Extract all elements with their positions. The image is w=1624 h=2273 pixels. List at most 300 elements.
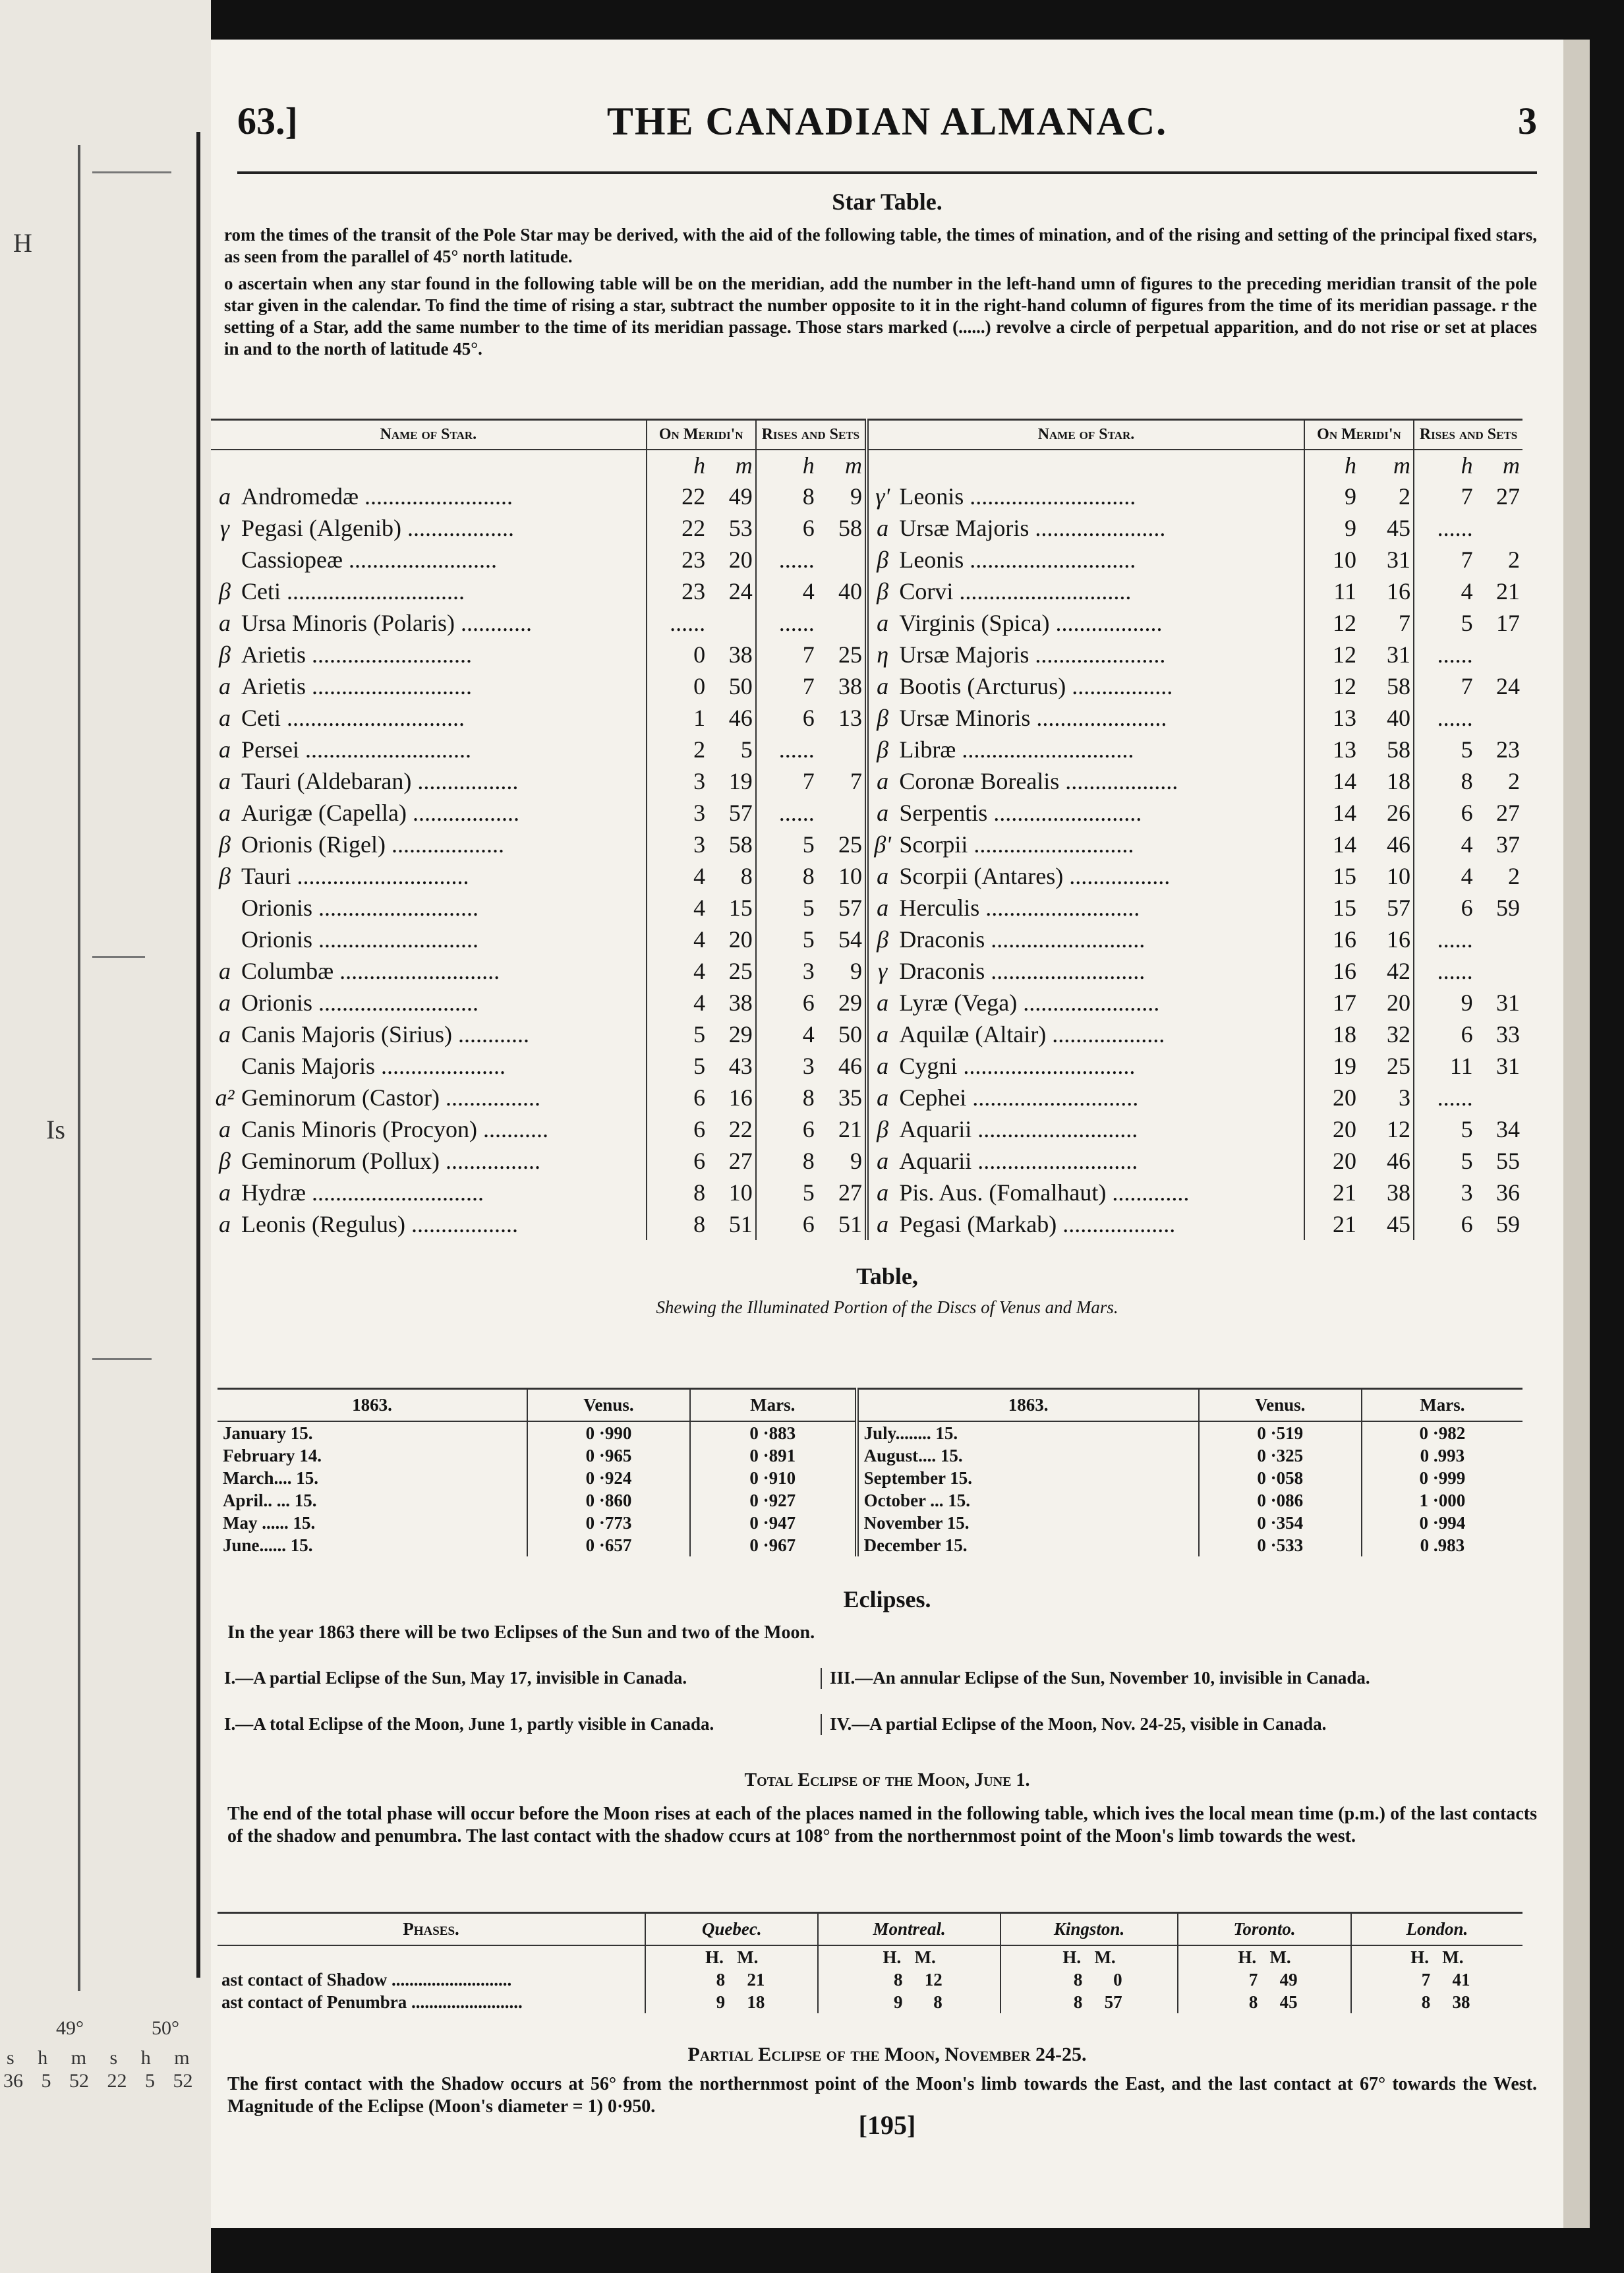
meridian-minutes: 50 bbox=[728, 673, 753, 699]
map-scale-row: 36 5 52 22 5 52 bbox=[3, 2070, 193, 2092]
rises-minutes: 25 bbox=[838, 831, 862, 858]
star-name: Geminorum (Castor) ................ bbox=[241, 1084, 540, 1111]
rises-hours: 6 bbox=[1414, 1018, 1476, 1050]
greek-letter: a bbox=[867, 670, 896, 702]
meridian-minutes: 10 bbox=[728, 1179, 753, 1206]
rises-minutes: 37 bbox=[1496, 831, 1520, 858]
meridian-hours: 15 bbox=[1304, 860, 1359, 892]
rises-minutes: 31 bbox=[1496, 989, 1520, 1016]
star-name: Aurigæ (Capella) .................. bbox=[241, 800, 519, 826]
rises-minutes: 13 bbox=[838, 705, 862, 731]
greek-letter: a bbox=[219, 610, 231, 636]
meridian-minutes: 49 bbox=[728, 483, 753, 510]
meridian-hours: 4 bbox=[647, 892, 708, 924]
rises-minutes: 50 bbox=[838, 1021, 862, 1048]
star-name: Ursæ Majoris ...................... bbox=[899, 515, 1166, 541]
star-row bbox=[211, 924, 1522, 955]
star-row bbox=[211, 987, 1522, 1018]
col-header-venus: Venus. bbox=[527, 1389, 690, 1422]
meridian-hours: ...... bbox=[647, 607, 708, 639]
rises-minutes: 57 bbox=[838, 895, 862, 921]
mars-value: 0 ·927 bbox=[690, 1489, 857, 1512]
rises-minutes bbox=[1476, 639, 1522, 670]
meridian-hours: 4 bbox=[647, 924, 708, 955]
map-line bbox=[92, 1358, 152, 1360]
mars-value: 0 ·994 bbox=[1362, 1512, 1522, 1534]
time-hours: 8 bbox=[894, 1969, 903, 1990]
meridian-hours: 14 bbox=[1304, 829, 1359, 860]
meridian-minutes: 58 bbox=[1387, 736, 1411, 763]
mars-value: 0 .983 bbox=[1362, 1534, 1522, 1556]
greek-letter: a bbox=[867, 860, 896, 892]
rises-minutes: 51 bbox=[838, 1211, 862, 1237]
col-header-name: Name of Star. bbox=[211, 420, 647, 450]
col-header-year: 1863. bbox=[857, 1389, 1199, 1422]
greek-letter: a bbox=[219, 705, 231, 731]
star-table-intro bbox=[224, 224, 1537, 365]
meridian-minutes: 8 bbox=[740, 863, 753, 889]
rises-hours: 8 bbox=[756, 1145, 817, 1177]
meridian-hours: 4 bbox=[647, 955, 708, 987]
unit-label: m bbox=[735, 452, 753, 479]
col-header-meridian: On Meridi'n bbox=[647, 420, 756, 450]
rises-hours: 5 bbox=[756, 924, 817, 955]
eclipse-item: I.—A partial Eclipse of the Sun, May 17, invisible in Canada. bbox=[224, 1668, 687, 1688]
rises-hours: 7 bbox=[1414, 544, 1476, 576]
star-row bbox=[211, 481, 1522, 512]
mars-value: 0 ·910 bbox=[690, 1467, 857, 1489]
greek-letter: a bbox=[219, 958, 231, 984]
greek-letter: a bbox=[867, 765, 896, 797]
greek-letter: a bbox=[867, 1082, 896, 1113]
rises-minutes: 27 bbox=[1496, 800, 1520, 826]
rises-minutes: 24 bbox=[1496, 673, 1520, 699]
rises-hours: 7 bbox=[756, 639, 817, 670]
unit-label: H. bbox=[1062, 1947, 1082, 1967]
rises-hours: 6 bbox=[1414, 892, 1476, 924]
meridian-hours: 20 bbox=[1304, 1113, 1359, 1145]
time-minutes: 18 bbox=[747, 1992, 765, 2012]
rises-minutes: 34 bbox=[1496, 1116, 1520, 1142]
greek-letter: a bbox=[219, 1021, 231, 1048]
adjacent-page-fragment bbox=[0, 0, 211, 2273]
venus-mars-row bbox=[218, 1467, 1522, 1489]
rises-minutes bbox=[817, 607, 867, 639]
star-row bbox=[211, 639, 1522, 670]
meridian-minutes: 53 bbox=[728, 515, 753, 541]
total-eclipse-text: The end of the total phase will occur before the Moon rises at each of the places named in the following table, which ives the local mean time (p.m.) of the last contacts of the shadow and penumbra. The last contact with the shadow ccurs at 108° from the northernmost point of the Moon's limb towards the west. bbox=[227, 1804, 1537, 1846]
star-name: Canis Majoris ..................... bbox=[241, 1053, 506, 1079]
star-name: Arietis ........................... bbox=[241, 641, 473, 668]
meridian-minutes: 38 bbox=[728, 989, 753, 1016]
rises-minutes: 29 bbox=[838, 989, 862, 1016]
venus-mars-row bbox=[218, 1534, 1522, 1556]
map-fragment-text: Is bbox=[46, 1115, 65, 1144]
col-header-name: Name of Star. bbox=[867, 420, 1304, 450]
mars-value: 0 ·891 bbox=[690, 1444, 857, 1467]
meridian-hours: 0 bbox=[647, 639, 708, 670]
total-eclipse-title: Total Eclipse of the Moon, June 1. bbox=[744, 1770, 1030, 1790]
time-hours: 9 bbox=[716, 1992, 726, 2012]
star-name: Herculis .......................... bbox=[899, 895, 1140, 921]
meridian-hours: 12 bbox=[1304, 670, 1359, 702]
rises-hours: 8 bbox=[756, 860, 817, 892]
meridian-minutes: 57 bbox=[728, 800, 753, 826]
greek-letter: a bbox=[867, 987, 896, 1018]
rises-hours: 6 bbox=[1414, 797, 1476, 829]
date-cell: April.. ... 15. bbox=[223, 1490, 317, 1510]
unit-label: h bbox=[1304, 450, 1359, 481]
greek-letter: a bbox=[867, 1145, 896, 1177]
rises-hours: 5 bbox=[1414, 1113, 1476, 1145]
star-name: Andromedæ ......................... bbox=[241, 483, 513, 510]
rises-hours: 6 bbox=[756, 987, 817, 1018]
rises-hours: ...... bbox=[1414, 639, 1476, 670]
eclipse-item: IV.—A partial Eclipse of the Moon, Nov. 24-25, visible in Canada. bbox=[821, 1714, 1528, 1735]
star-name: Columbæ ........................... bbox=[241, 958, 500, 984]
meridian-minutes: 29 bbox=[728, 1021, 753, 1048]
meridian-hours: 20 bbox=[1304, 1145, 1359, 1177]
meridian-minutes: 38 bbox=[1387, 1179, 1411, 1206]
time-minutes: 57 bbox=[1104, 1992, 1122, 2012]
unit-label bbox=[1000, 1945, 1178, 1968]
rises-hours: ...... bbox=[756, 734, 817, 765]
phase-row bbox=[218, 1968, 1522, 1991]
rises-minutes: 9 bbox=[850, 483, 862, 510]
date-cell: August.... 15. bbox=[857, 1444, 1199, 1467]
eclipse-item: I.—A total Eclipse of the Moon, June 1, partly visible in Canada. bbox=[224, 1714, 714, 1734]
date-cell: January 15. bbox=[223, 1423, 313, 1443]
rises-hours: 7 bbox=[1414, 481, 1476, 512]
meridian-hours: 3 bbox=[647, 765, 708, 797]
greek-letter: a bbox=[219, 1116, 231, 1142]
mars-value: 1 ·000 bbox=[1362, 1489, 1522, 1512]
unit-label: h bbox=[1414, 450, 1476, 481]
date-cell: March.... 15. bbox=[223, 1467, 318, 1488]
greek-letter: a bbox=[219, 1211, 231, 1237]
meridian-minutes: 27 bbox=[728, 1148, 753, 1174]
star-row bbox=[211, 1082, 1522, 1113]
time-minutes: 49 bbox=[1279, 1969, 1298, 1990]
map-scale-label: 50° bbox=[152, 2017, 179, 2039]
meridian-minutes: 42 bbox=[1387, 958, 1411, 984]
rises-hours: ...... bbox=[756, 607, 817, 639]
meridian-minutes: 46 bbox=[728, 705, 753, 731]
greek-letter: β bbox=[219, 641, 231, 668]
greek-letter: a bbox=[867, 607, 896, 639]
rises-hours: 3 bbox=[756, 955, 817, 987]
meridian-hours: 3 bbox=[647, 797, 708, 829]
date-cell: June...... 15. bbox=[223, 1535, 313, 1555]
venus-value: 0 ·924 bbox=[527, 1467, 690, 1489]
fold-line bbox=[196, 132, 200, 1978]
meridian-minutes bbox=[708, 607, 756, 639]
blank-cell bbox=[218, 1945, 645, 1968]
rises-minutes: 38 bbox=[838, 673, 862, 699]
star-row bbox=[211, 1177, 1522, 1208]
star-row bbox=[211, 607, 1522, 639]
meridian-minutes: 58 bbox=[728, 831, 753, 858]
rises-minutes: 35 bbox=[838, 1084, 862, 1111]
star-row bbox=[211, 702, 1522, 734]
star-name: Canis Majoris (Sirius) ............ bbox=[241, 1021, 530, 1048]
venus-value: 0 ·519 bbox=[1199, 1421, 1362, 1444]
star-name: Canis Minoris (Procyon) ........... bbox=[241, 1116, 549, 1142]
venus-mars-row bbox=[218, 1421, 1522, 1444]
map-fragment-text: H bbox=[13, 228, 32, 258]
greek-letter: a bbox=[867, 892, 896, 924]
venus-value: 0 ·860 bbox=[527, 1489, 690, 1512]
eclipses-intro: In the year 1863 there will be two Eclipses of the Sun and two of the Moon. bbox=[227, 1622, 815, 1643]
star-name: Scorpii ........................... bbox=[899, 831, 1134, 858]
date-cell: September 15. bbox=[857, 1467, 1199, 1489]
rises-minutes bbox=[1476, 512, 1522, 544]
star-name: Ursæ Majoris ...................... bbox=[899, 641, 1166, 668]
rises-minutes: 46 bbox=[838, 1053, 862, 1079]
date-cell: October ... 15. bbox=[857, 1489, 1199, 1512]
star-row bbox=[211, 734, 1522, 765]
venus-value: 0 ·086 bbox=[1199, 1489, 1362, 1512]
star-row bbox=[211, 1113, 1522, 1145]
folio-number: [195] bbox=[858, 2110, 916, 2140]
venus-value: 0 ·325 bbox=[1199, 1444, 1362, 1467]
star-row bbox=[211, 860, 1522, 892]
meridian-hours: 16 bbox=[1304, 955, 1359, 987]
unit-label: M. bbox=[1442, 1947, 1464, 1967]
rises-minutes bbox=[817, 734, 867, 765]
greek-letter: a bbox=[219, 800, 231, 826]
unit-label: M. bbox=[737, 1947, 759, 1967]
meridian-minutes: 31 bbox=[1387, 641, 1411, 668]
time-cell bbox=[645, 1991, 818, 2013]
time-hours: 8 bbox=[1073, 1992, 1083, 2012]
rises-hours: 7 bbox=[756, 765, 817, 797]
greek-letter: β' bbox=[867, 829, 896, 860]
venus-mars-title: Table, bbox=[856, 1263, 918, 1289]
meridian-hours: 15 bbox=[1304, 892, 1359, 924]
star-name: Ursa Minoris (Polaris) ............ bbox=[241, 610, 533, 636]
rises-hours: 7 bbox=[756, 670, 817, 702]
time-hours: 8 bbox=[1248, 1992, 1258, 2012]
meridian-hours: 9 bbox=[1304, 512, 1359, 544]
time-hours: 8 bbox=[716, 1969, 726, 1990]
col-header-mars: Mars. bbox=[690, 1389, 857, 1422]
greek-letter bbox=[211, 544, 239, 576]
unit-label: h bbox=[756, 450, 817, 481]
time-cell bbox=[1178, 1991, 1350, 2013]
rises-minutes: 7 bbox=[850, 768, 862, 794]
rises-hours: 4 bbox=[756, 576, 817, 607]
meridian-minutes: 43 bbox=[728, 1053, 753, 1079]
star-name: Persei ............................ bbox=[241, 736, 472, 763]
star-row bbox=[211, 576, 1522, 607]
star-row bbox=[211, 1145, 1522, 1177]
meridian-minutes: 38 bbox=[728, 641, 753, 668]
greek-letter bbox=[211, 1050, 239, 1082]
page-title: THE CANADIAN ALMANAC. bbox=[606, 100, 1168, 143]
page-edge bbox=[1563, 40, 1590, 2228]
greek-letter: β bbox=[219, 578, 231, 605]
rises-minutes: 36 bbox=[1496, 1179, 1520, 1206]
meridian-hours: 13 bbox=[1304, 734, 1359, 765]
meridian-minutes: 7 bbox=[1399, 610, 1411, 636]
rises-hours: 5 bbox=[1414, 1145, 1476, 1177]
unit-label: H. bbox=[1238, 1947, 1257, 1967]
meridian-hours: 17 bbox=[1304, 987, 1359, 1018]
page-number-right: 3 bbox=[1518, 100, 1537, 142]
meridian-hours: 20 bbox=[1304, 1082, 1359, 1113]
time-cell bbox=[645, 1968, 818, 1991]
rises-minutes: 54 bbox=[838, 926, 862, 953]
venus-value: 0 ·657 bbox=[527, 1534, 690, 1556]
unit-label: m bbox=[1503, 452, 1520, 479]
greek-letter: η bbox=[867, 639, 896, 670]
rises-minutes bbox=[1476, 924, 1522, 955]
greek-letter: a² bbox=[215, 1084, 235, 1111]
eclipse-item: III.—An annular Eclipse of the Sun, November 10, invisible in Canada. bbox=[821, 1668, 1528, 1689]
meridian-hours: 19 bbox=[1304, 1050, 1359, 1082]
phase-label: ast contact of Penumbra ......................... bbox=[221, 1992, 523, 2012]
time-cell bbox=[1351, 1968, 1522, 1991]
unit-label: H. bbox=[883, 1947, 902, 1967]
meridian-hours: 5 bbox=[647, 1018, 708, 1050]
meridian-hours: 12 bbox=[1304, 607, 1359, 639]
meridian-hours: 2 bbox=[647, 734, 708, 765]
star-row bbox=[211, 955, 1522, 987]
time-minutes: 21 bbox=[747, 1969, 765, 1990]
col-header-city: Toronto. bbox=[1178, 1913, 1350, 1946]
greek-letter bbox=[211, 892, 239, 924]
rises-minutes: 17 bbox=[1496, 610, 1520, 636]
greek-letter: a bbox=[219, 736, 231, 763]
rises-hours: 6 bbox=[756, 1208, 817, 1240]
unit-label: m bbox=[844, 452, 862, 479]
rises-hours: ...... bbox=[756, 797, 817, 829]
meridian-minutes: 45 bbox=[1387, 515, 1411, 541]
rises-minutes bbox=[1476, 955, 1522, 987]
unit-label: m bbox=[1393, 452, 1411, 479]
meridian-minutes: 57 bbox=[1387, 895, 1411, 921]
rises-hours: 5 bbox=[756, 1177, 817, 1208]
mars-value: 0 ·967 bbox=[690, 1534, 857, 1556]
star-name: Ceti .............................. bbox=[241, 705, 465, 731]
col-header-city: Kingston. bbox=[1000, 1913, 1178, 1946]
units-row bbox=[211, 450, 1522, 481]
map-scale-label: 49° bbox=[56, 2017, 84, 2039]
rises-hours: ...... bbox=[1414, 955, 1476, 987]
meridian-hours: 8 bbox=[647, 1177, 708, 1208]
meridian-minutes: 46 bbox=[1387, 831, 1411, 858]
rises-hours: 6 bbox=[756, 702, 817, 734]
star-name: Orionis ........................... bbox=[241, 989, 479, 1016]
time-cell bbox=[1000, 1991, 1178, 2013]
unit-label: H. bbox=[1410, 1947, 1430, 1967]
partial-eclipse-title: Partial Eclipse of the Moon, November 24-25. bbox=[687, 2044, 1087, 2065]
rises-minutes: 21 bbox=[838, 1116, 862, 1142]
star-name: Tauri (Aldebaran) ................. bbox=[241, 768, 519, 794]
greek-letter: γ bbox=[219, 515, 230, 541]
meridian-hours: 14 bbox=[1304, 797, 1359, 829]
map-line bbox=[92, 956, 145, 958]
star-name: Draconis .......................... bbox=[899, 926, 1146, 953]
greek-letter: β bbox=[867, 924, 896, 955]
rises-minutes: 33 bbox=[1496, 1021, 1520, 1048]
rises-hours: 6 bbox=[756, 1113, 817, 1145]
time-minutes: 8 bbox=[933, 1992, 942, 2012]
rises-hours: 5 bbox=[1414, 734, 1476, 765]
meridian-hours: 16 bbox=[1304, 924, 1359, 955]
rises-hours: 5 bbox=[756, 892, 817, 924]
rises-hours: 8 bbox=[756, 481, 817, 512]
star-name: Orionis (Rigel) ................... bbox=[241, 831, 505, 858]
meridian-minutes: 20 bbox=[1387, 989, 1411, 1016]
star-row bbox=[211, 1208, 1522, 1240]
partial-eclipse-text: The first contact with the Shadow occurs at 56° from the northernmost point of the Moon's limb towards the East, and the last contact at 67° towards the West. Magnitude of the Eclipse (Moon's diameter = 1) 0·950. bbox=[227, 2074, 1537, 2117]
time-hours: 7 bbox=[1248, 1969, 1258, 1990]
rises-minutes: 9 bbox=[850, 1148, 862, 1174]
rises-minutes: 31 bbox=[1496, 1053, 1520, 1079]
col-header-meridian: On Meridi'n bbox=[1304, 420, 1414, 450]
venus-value: 0 ·058 bbox=[1199, 1467, 1362, 1489]
meridian-hours: 8 bbox=[647, 1208, 708, 1240]
star-name: Bootis (Arcturus) ................. bbox=[899, 673, 1173, 699]
meridian-minutes: 10 bbox=[1387, 863, 1411, 889]
meridian-hours: 6 bbox=[647, 1145, 708, 1177]
meridian-minutes: 20 bbox=[728, 546, 753, 573]
greek-letter: a bbox=[219, 989, 231, 1016]
meridian-minutes: 12 bbox=[1387, 1116, 1411, 1142]
rises-hours: 4 bbox=[1414, 576, 1476, 607]
star-row bbox=[211, 892, 1522, 924]
rises-minutes: 27 bbox=[1496, 483, 1520, 510]
mars-value: 0 ·999 bbox=[1362, 1467, 1522, 1489]
unit-label: M. bbox=[914, 1947, 936, 1967]
rises-minutes: 25 bbox=[838, 641, 862, 668]
phase-row bbox=[218, 1991, 1522, 2013]
meridian-hours: 3 bbox=[647, 829, 708, 860]
time-minutes: 41 bbox=[1452, 1969, 1470, 1990]
rises-minutes: 21 bbox=[1496, 578, 1520, 605]
rises-hours: ...... bbox=[1414, 512, 1476, 544]
time-hours: 9 bbox=[894, 1992, 903, 2012]
meridian-minutes: 16 bbox=[1387, 926, 1411, 953]
date-cell: December 15. bbox=[857, 1534, 1199, 1556]
rises-minutes: 2 bbox=[1508, 768, 1520, 794]
meridian-minutes: 46 bbox=[1387, 1148, 1411, 1174]
star-name: Arietis ........................... bbox=[241, 673, 473, 699]
star-name: Ceti .............................. bbox=[241, 578, 465, 605]
rises-hours: 8 bbox=[756, 1082, 817, 1113]
rises-minutes: 40 bbox=[838, 578, 862, 605]
rises-hours: ...... bbox=[1414, 1082, 1476, 1113]
star-name: Cephei ............................ bbox=[899, 1084, 1139, 1111]
greek-letter: a bbox=[867, 1050, 896, 1082]
mars-value: 0 .993 bbox=[1362, 1444, 1522, 1467]
star-name: Leonis (Regulus) .................. bbox=[241, 1211, 519, 1237]
page-number-left: 63.] bbox=[237, 100, 298, 142]
meridian-hours: 23 bbox=[647, 544, 708, 576]
col-header-city: Quebec. bbox=[645, 1913, 818, 1946]
meridian-hours: 12 bbox=[1304, 639, 1359, 670]
greek-letter: a bbox=[867, 1208, 896, 1240]
rises-hours: 5 bbox=[1414, 607, 1476, 639]
venus-mars-subtitle: Shewing the Illuminated Portion of the Discs of Venus and Mars. bbox=[656, 1297, 1118, 1317]
venus-value: 0 ·354 bbox=[1199, 1512, 1362, 1534]
meridian-minutes: 2 bbox=[1399, 483, 1411, 510]
time-hours: 8 bbox=[1073, 1969, 1083, 1990]
col-header-rises: Rises and Sets bbox=[756, 420, 867, 450]
meridian-minutes: 20 bbox=[728, 926, 753, 953]
